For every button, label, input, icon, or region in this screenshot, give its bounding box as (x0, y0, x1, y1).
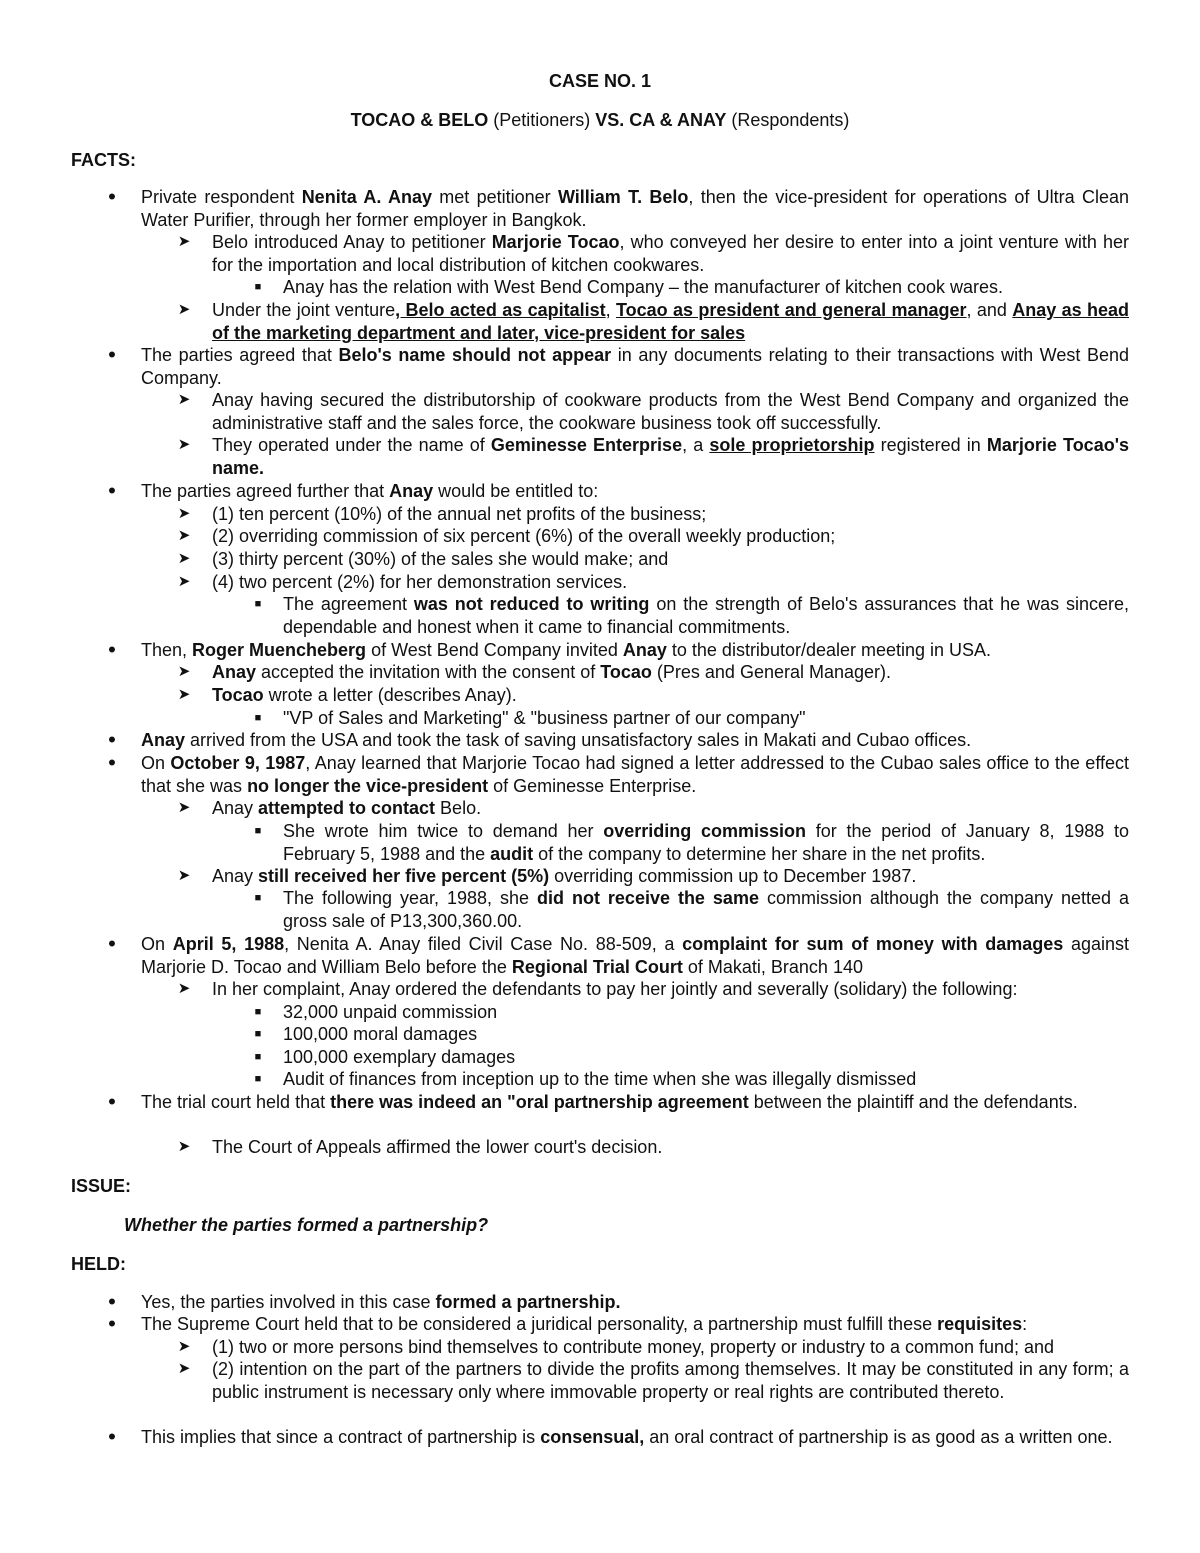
text: Anay as head of the marketing department and later, vice-president for sales (212, 300, 1129, 343)
text: Tocao (212, 685, 264, 705)
text: : (1022, 1314, 1028, 1334)
square-bullet-icon: ■ (254, 1051, 262, 1063)
text: The following year, 1988, she (283, 888, 537, 908)
text: Roger Muencheberg (192, 640, 367, 660)
square-bullet-icon: ■ (254, 892, 262, 904)
arrow-bullet-icon: ➤ (177, 980, 191, 997)
text: there was indeed an "oral partnership agreement (330, 1092, 749, 1112)
text: , then the vice-president for operations of Ultra Clean Water Purifier, through her former employer in Bangkok. (141, 187, 1129, 230)
text: audit (490, 843, 534, 864)
petitioners: TOCAO & BELO (350, 110, 489, 130)
bullet-icon: • (108, 184, 116, 209)
bullet-icon: • (108, 637, 116, 662)
text: did not receive the same (537, 888, 759, 908)
issue-question: Whether the parties formed a partnership? (124, 1215, 489, 1235)
text: Anay (622, 640, 667, 660)
text: (1) ten percent (10%) of the annual net profits of the business; (212, 504, 707, 524)
facts-sub-7-1 (177, 978, 1129, 1001)
arrow-bullet-icon: ➤ (177, 550, 191, 567)
facts-subsub-6-1-1 (254, 820, 1130, 865)
facts-sub-2-1 (177, 389, 1129, 434)
arrow-bullet-icon: ➤ (177, 301, 191, 318)
text: overriding commission up to December 1987. (549, 866, 917, 886)
text: wrote a letter (describes Anay). (263, 685, 517, 705)
text: requisites (937, 1314, 1023, 1334)
text: The Court of Appeals affirmed the lower court's decision. (212, 1137, 663, 1157)
text: , Anay learned that Marjorie Tocao had signed a letter addressed to the Cubao sales office to the effect that she was (141, 753, 1130, 796)
held-sub-2-1 (177, 1336, 1129, 1359)
facts-bullet-2 (108, 342, 1129, 389)
text: Belo's name should not appear (338, 345, 612, 365)
text: would be entitled to: (433, 481, 599, 501)
text: of West Bend Company invited (366, 640, 623, 660)
square-bullet-icon: ■ (254, 1006, 262, 1018)
claim-item (254, 1068, 1129, 1091)
arrow-bullet-icon: ➤ (177, 663, 191, 680)
arrow-bullet-icon: ➤ (177, 1138, 191, 1155)
text: Geminesse Enterprise (490, 435, 683, 455)
arrow-bullet-icon: ➤ (177, 686, 191, 703)
text: still received her five percent (5%) (258, 866, 550, 886)
facts-subsub-4-2-1 (254, 707, 1129, 730)
facts-bullet-3 (108, 478, 1129, 503)
facts-sub-4-2 (177, 684, 1129, 707)
facts-bullet-4 (108, 637, 1129, 662)
text: The Supreme Court held that to be considered a juridical personality, a partnership must fulfill these (141, 1314, 938, 1334)
facts-bullet-7 (108, 931, 1130, 978)
bullet-icon: • (108, 478, 116, 503)
text: in any documents relating to their transactions with West Bend Company. (141, 345, 1129, 388)
bullet-icon: • (108, 1089, 116, 1114)
square-bullet-icon: ■ (254, 281, 262, 293)
text: Tocao (600, 662, 652, 682)
arrow-bullet-icon: ➤ (177, 505, 191, 522)
facts-sub-8-1 (177, 1136, 1129, 1159)
text: (3) thirty percent (30%) of the sales she would make; and (212, 549, 669, 569)
text: formed a partnership. (435, 1292, 621, 1312)
arrow-bullet-icon: ➤ (177, 799, 191, 816)
text: between the plaintiff and the defendants. (748, 1092, 1078, 1112)
text: Anay having secured the distributorship of cookware products from the West Bend Company and organized the administrative staff and the sales force, the cookware business took off successfully. (212, 390, 1129, 433)
text: Audit of finances from inception up to the time when she was illegally dismissed (283, 1069, 917, 1089)
arrow-bullet-icon: ➤ (177, 867, 191, 884)
text: October 9, 1987 (170, 753, 306, 773)
text: for the period of January 8, 1988 to February 5, 1988 and the (283, 821, 1130, 864)
text: 100,000 moral damages (283, 1024, 478, 1044)
text: The parties agreed further that (141, 481, 390, 501)
text: , Nenita A. Anay filed Civil Case No. 88-509, a (284, 934, 683, 954)
text: In her complaint, Anay ordered the defendants to pay her jointly and severally (solidary) the following: (212, 979, 1018, 999)
text: She wrote him twice to demand her (283, 821, 604, 841)
case-parties (0, 109, 1200, 132)
text: was not reduced to writing (413, 594, 650, 614)
bullet-icon: • (108, 1311, 116, 1336)
facts-sub-4-1 (177, 661, 1129, 684)
respondents-role: (Respondents) (731, 110, 850, 130)
facts-sub-6-1 (177, 797, 1129, 820)
facts-bullet-1 (108, 184, 1129, 231)
text: Anay (141, 730, 186, 750)
text: against Marjorie D. Tocao and William Belo before the (141, 934, 1130, 977)
text: (Pres and General Manager). (651, 662, 892, 682)
held-bullet-2 (108, 1311, 1129, 1336)
facts-sub-3-2 (177, 525, 1129, 548)
text: Private respondent (141, 187, 302, 207)
text: Then, (141, 640, 193, 660)
text: Marjorie Tocao's name. (212, 435, 1129, 478)
text: consensual, (540, 1427, 645, 1447)
bullet-icon: • (108, 931, 116, 956)
square-bullet-icon: ■ (254, 1073, 262, 1085)
text: no longer the vice-president (247, 775, 489, 796)
facts-sub-1-1 (177, 231, 1129, 276)
facts-subsub-3-4-1 (254, 593, 1130, 638)
text: Anay has the relation with West Bend Company – the manufacturer of kitchen cook wares. (283, 277, 1004, 297)
claim-item (254, 1046, 1129, 1069)
text: On (141, 934, 173, 954)
respondents: VS. CA & ANAY (595, 110, 727, 130)
text: , a (682, 435, 710, 455)
text: Anay (212, 798, 259, 818)
text: "VP of Sales and Marketing" & "business partner of our company" (283, 708, 806, 728)
text: Tocao as president and general manager (616, 300, 967, 320)
facts-subsub-6-2-1 (254, 887, 1129, 932)
claim-item (254, 1001, 1129, 1024)
square-bullet-icon: ■ (254, 598, 262, 610)
text: accepted the invitation with the consent of (256, 662, 601, 682)
square-bullet-icon: ■ (254, 1028, 262, 1040)
text: attempted to contact (258, 798, 436, 818)
text: This implies that since a contract of partnership is (141, 1427, 541, 1447)
bullet-icon: • (108, 1289, 116, 1314)
text: April 5, 1988 (172, 934, 285, 954)
arrow-bullet-icon: ➤ (177, 573, 191, 590)
text: of Geminesse Enterprise. (488, 775, 697, 796)
bullet-icon: • (108, 727, 116, 752)
text: The trial court held that (141, 1092, 331, 1112)
text: , who conveyed her desire to enter into a joint venture with her for the importation and local distribution of kitchen cookwares. (212, 232, 1129, 275)
text: , Belo acted as capitalist (395, 300, 606, 320)
text: Yes, the parties involved in this case (141, 1292, 436, 1312)
text: overriding commission (603, 821, 807, 841)
text: to the distributor/dealer meeting in USA. (666, 640, 992, 660)
text: Regional Trial Court (511, 956, 683, 977)
text: Anay (389, 481, 434, 501)
facts-bullet-8 (108, 1089, 1129, 1114)
text: Under the joint venture (212, 300, 396, 320)
arrow-bullet-icon: ➤ (177, 233, 191, 250)
held-sub-2-2 (177, 1358, 1129, 1403)
text: , (605, 300, 616, 320)
arrow-bullet-icon: ➤ (177, 436, 191, 453)
text: (4) two percent (2%) for her demonstration services. (212, 572, 628, 592)
bullet-icon: • (108, 750, 116, 775)
facts-sub-6-2 (177, 865, 1129, 888)
text: Anay (212, 662, 257, 682)
text: arrived from the USA and took the task of saving unsatisfactory sales in Makati and Cubao offices. (185, 730, 972, 750)
facts-sub-1-2 (177, 299, 1129, 344)
text: They operated under the name of (212, 435, 491, 455)
claim-item (254, 1023, 1129, 1046)
arrow-bullet-icon: ➤ (177, 1360, 191, 1377)
text: The parties agreed that (141, 345, 339, 365)
bullet-icon: • (108, 342, 116, 367)
text: Marjorie Tocao (491, 232, 620, 252)
text: met petitioner (431, 187, 558, 207)
text: , and (966, 300, 1013, 320)
square-bullet-icon: ■ (254, 712, 262, 724)
text: on the strength of Belo's assurances that he was sincere, dependable and honest when it came to financial commitments. (283, 594, 1130, 637)
text: Belo. (435, 798, 482, 818)
case-title: CASE NO. 1 (548, 71, 652, 91)
text: On (141, 753, 171, 773)
facts-sub-3-4 (177, 571, 1129, 594)
facts-bullet-5 (108, 727, 1129, 752)
text: (2) intention on the part of the partners to divide the profits among themselves. It may be constituted in any form; a public instrument is necessary only where immovable property or real rights are contributed thereto. (212, 1359, 1129, 1402)
square-bullet-icon: ■ (254, 825, 262, 837)
facts-bullet-6 (108, 750, 1130, 797)
text: of Makati, Branch 140 (682, 956, 863, 977)
facts-heading: FACTS: (71, 150, 136, 170)
issue-heading: ISSUE: (71, 1176, 132, 1196)
facts-subsub-1-1-1 (254, 276, 1129, 299)
text: 32,000 unpaid commission (283, 1002, 498, 1022)
facts-sub-2-2 (177, 434, 1129, 479)
text: sole proprietorship (709, 435, 875, 455)
text: (2) overriding commission of six percent (6%) of the overall weekly production; (212, 526, 836, 546)
text: Anay (212, 866, 259, 886)
text: of the company to determine her share in the net profits. (533, 843, 986, 864)
arrow-bullet-icon: ➤ (177, 1338, 191, 1355)
text: commission although the company netted a gross sale of P13,300,360.00. (283, 888, 1129, 931)
bullet-icon: • (108, 1424, 116, 1449)
text: complaint for sum of money with damages (682, 934, 1064, 954)
text: (1) two or more persons bind themselves to contribute money, property or industry to a common fund; and (212, 1337, 1055, 1357)
text: The agreement (283, 594, 414, 614)
text: 100,000 exemplary damages (283, 1047, 516, 1067)
facts-sub-3-3 (177, 548, 1129, 571)
petitioners-role: (Petitioners) (493, 110, 591, 130)
held-bullet-3 (108, 1424, 1129, 1449)
text: an oral contract of partnership is as good as a written one. (644, 1427, 1113, 1447)
arrow-bullet-icon: ➤ (177, 527, 191, 544)
held-heading: HELD: (71, 1254, 126, 1274)
held-bullet-1 (108, 1289, 1129, 1314)
text: Nenita A. Anay (301, 187, 432, 207)
text: registered in (874, 435, 987, 455)
arrow-bullet-icon: ➤ (177, 391, 191, 408)
text: Belo introduced Anay to petitioner (212, 232, 492, 252)
text: William T. Belo (557, 187, 689, 207)
facts-sub-3-1 (177, 503, 1129, 526)
